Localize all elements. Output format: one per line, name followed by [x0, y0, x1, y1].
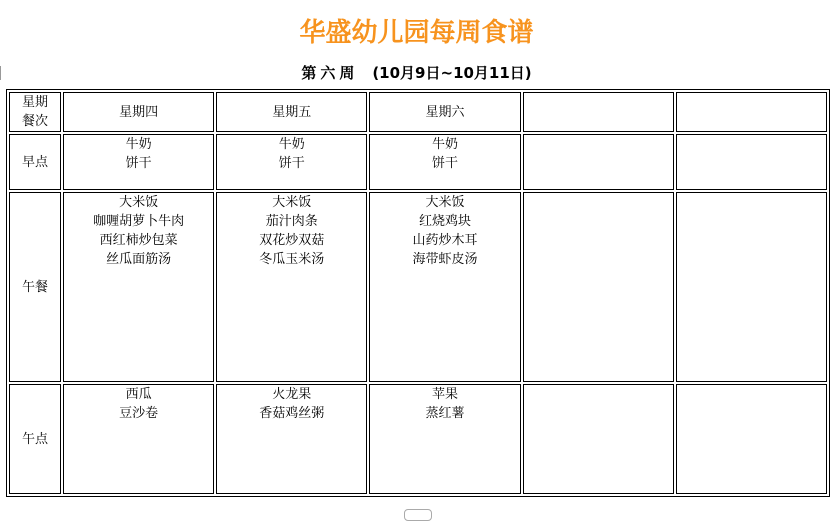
dish-item: 苹果 [431, 387, 458, 402]
day-header [523, 92, 674, 132]
dish-item: 西红柿炒包菜 [99, 233, 178, 248]
week-label: 第六周 [301, 64, 359, 82]
dish-item: 大米饭 [425, 195, 465, 210]
dish-item: 海带虾皮汤 [412, 252, 478, 267]
menu-cell-empty [676, 192, 827, 382]
menu-cell-empty [676, 134, 827, 190]
corner-line-day: 星期 [21, 95, 48, 110]
dish-item: 饼干 [278, 156, 305, 171]
dish-item: 红烧鸡块 [418, 214, 471, 229]
dish-item: 山药炒木耳 [412, 233, 478, 248]
dish-item: 火龙果 [272, 387, 312, 402]
menu-cell [369, 384, 520, 494]
page-scroll-tab[interactable] [404, 509, 432, 521]
dish-item: 大米饭 [272, 195, 312, 210]
dish-item: 冬瓜玉米汤 [259, 252, 325, 267]
menu-cell [63, 384, 214, 494]
meal-label: 早点 [9, 134, 61, 190]
dish-item: 茄汁肉条 [265, 214, 318, 229]
meal-label: 午点 [9, 384, 61, 494]
day-header: 星期四 [63, 92, 214, 132]
dish-item: 蒸红薯 [425, 406, 465, 421]
table-row-lunch [9, 192, 827, 382]
dish-item: 牛奶 [431, 137, 458, 152]
dish-item: 香菇鸡丝粥 [259, 406, 325, 421]
menu-cell [216, 384, 367, 494]
menu-cell [369, 134, 520, 190]
corner-line-meal: 餐次 [21, 114, 48, 129]
dish-item: 丝瓜面筋汤 [106, 252, 172, 267]
header-row [9, 92, 827, 132]
dish-item: 西瓜 [125, 387, 152, 402]
page-title: 华盛幼儿园每周食谱 [299, 18, 534, 48]
menu-cell [216, 192, 367, 382]
dish-item: 牛奶 [125, 137, 152, 152]
dish-item: 豆沙卷 [119, 406, 159, 421]
menu-cell-empty [676, 384, 827, 494]
dish-item: 双花炒双菇 [259, 233, 325, 248]
day-header: 星期五 [216, 92, 367, 132]
meal-label: 午餐 [9, 192, 61, 382]
menu-cell [216, 134, 367, 190]
dish-item: 大米饭 [119, 195, 159, 210]
menu-cell [63, 134, 214, 190]
dish-item: 咖喱胡萝卜牛肉 [93, 214, 185, 229]
day-header: 星期六 [369, 92, 520, 132]
dish-item: 饼干 [431, 156, 458, 171]
dish-item: 饼干 [125, 156, 152, 171]
menu-cell-empty [523, 134, 674, 190]
date-range: (10月9日~10月11日) [372, 64, 532, 82]
menu-cell [63, 192, 214, 382]
menu-cell-empty [523, 192, 674, 382]
menu-table [6, 89, 830, 497]
menu-cell-empty [523, 384, 674, 494]
table-row-breakfast [9, 134, 827, 190]
page-subtitle [0, 62, 833, 83]
corner-cell [9, 92, 61, 132]
day-header [676, 92, 827, 132]
menu-cell [369, 192, 520, 382]
table-row-snack [9, 384, 827, 494]
dish-item: 牛奶 [278, 137, 305, 152]
